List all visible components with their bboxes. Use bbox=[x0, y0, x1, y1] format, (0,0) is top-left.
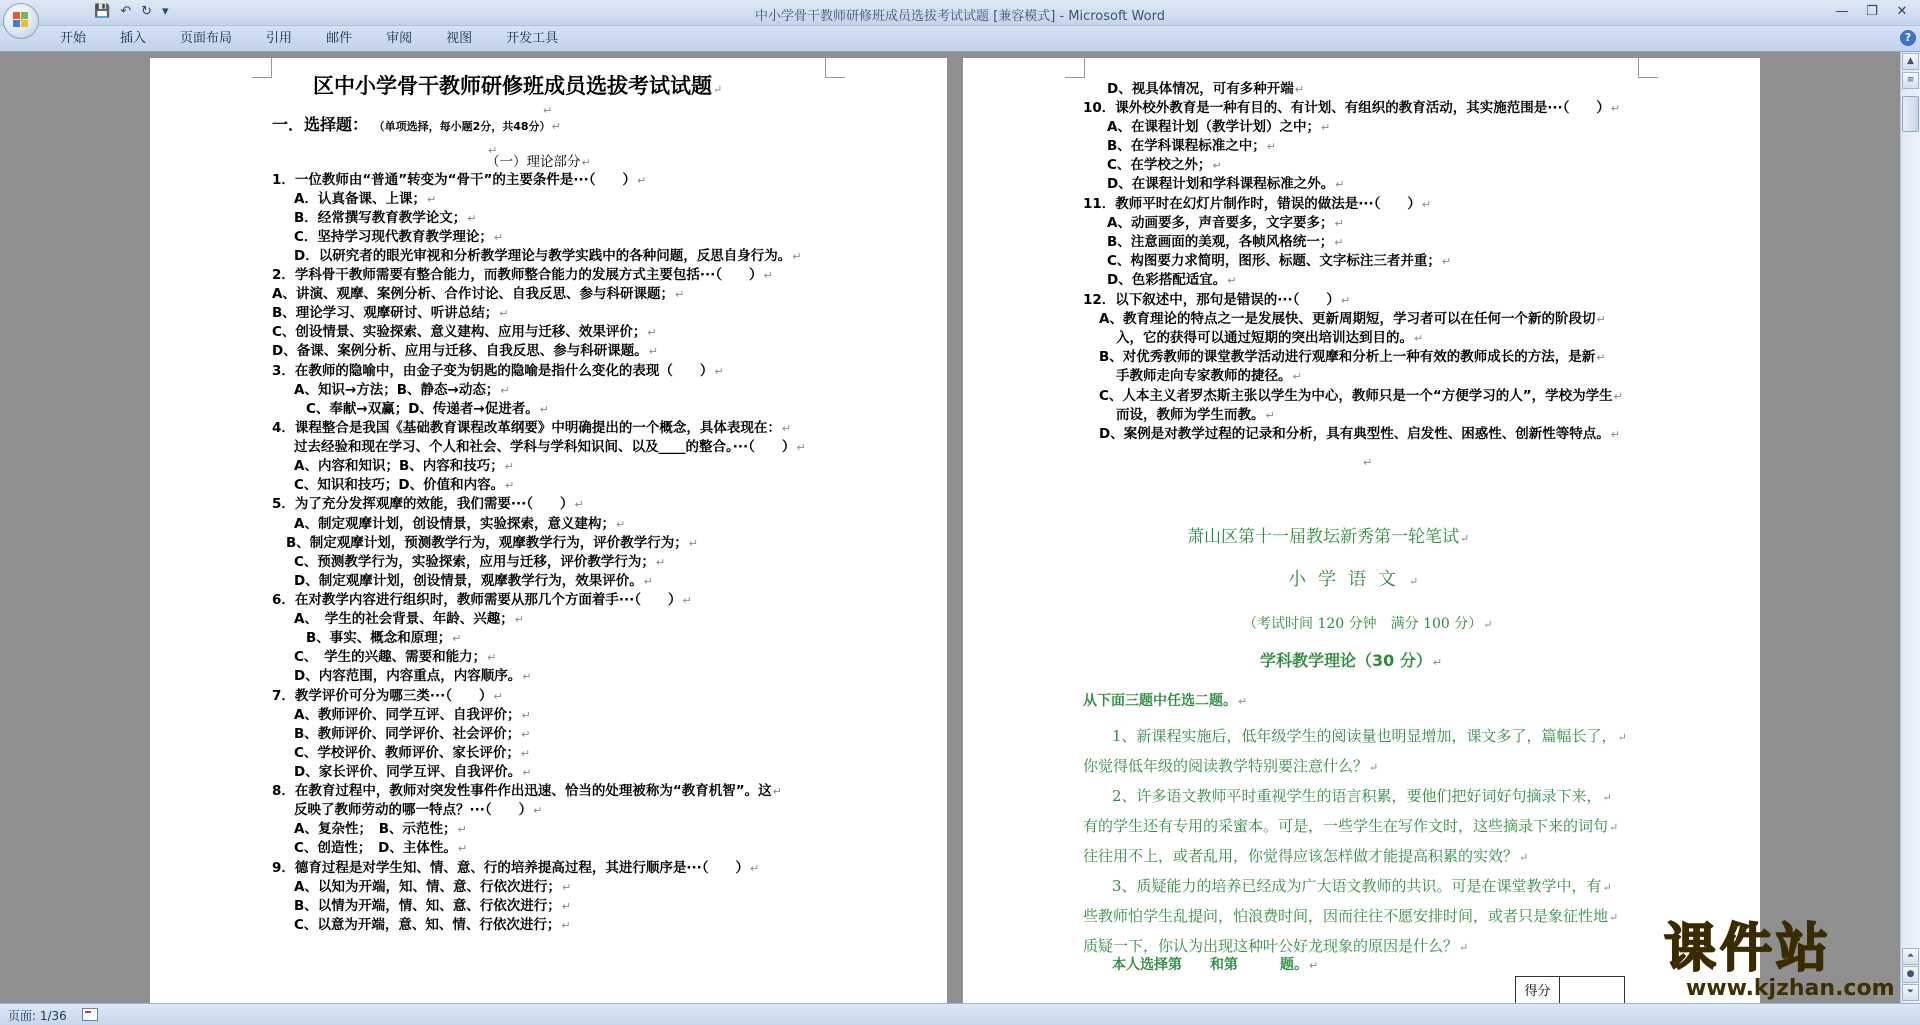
window-title: 中小学骨干教师研修班成员选拔考试试题 [兼容模式] - Microsoft Word bbox=[755, 9, 1165, 24]
document-line: D、家长评价、同学互评、自我评价。↵ bbox=[294, 764, 532, 780]
document-line: C、预测教学行为，实验探索，应用与迁移，评价教学行为；↵ bbox=[294, 554, 666, 570]
window-controls bbox=[1828, 2, 1916, 22]
document-line: B、理论学习、观摩研讨、听讲总结；↵ bbox=[272, 305, 509, 321]
empty-paragraph: ↵ bbox=[1363, 456, 1373, 469]
document-line: 12．以下叙述中，那句是错误的···（ ）↵ bbox=[1083, 292, 1351, 308]
ruler-toggle-icon[interactable]: ≡ bbox=[1902, 72, 1919, 89]
document-line: C．坚持学习现代教育教学理论；↵ bbox=[294, 229, 504, 245]
document-line: 4．课程整合是我国《基础教育课程改革纲要》中明确提出的一个概念，具体表现在：↵ bbox=[272, 420, 792, 436]
document-line: 7．教学评价可分为哪三类···（ ）↵ bbox=[272, 688, 503, 704]
document-line: D、案例是对教学过程的记录和分析，具有典型性、启发性、困惑性、创新性等特点。↵ bbox=[1099, 426, 1620, 442]
document-line: A、制定观摩计划，创设情景，实验探索，意义建构；↵ bbox=[294, 516, 626, 532]
document-line: 入，它的获得可以通过短期的突出培训达到目的。↵ bbox=[1116, 330, 1424, 346]
section-title: 学科教学理论（30 分）↵ bbox=[1260, 651, 1443, 670]
question-line: 些教师怕学生乱提问，怕浪费时间，因而往往不愿安排时间，或者只是象征性地↵ bbox=[1083, 907, 1619, 925]
document-line: B、事实、概念和原理；↵ bbox=[306, 630, 462, 646]
document-line: 11．教师平时在幻灯片制作时，错误的做法是···（ ）↵ bbox=[1083, 196, 1432, 212]
document-line: B、教师评价、同学评价、社会评价；↵ bbox=[294, 726, 531, 742]
document-line: C、学校评价、教师评价、家长评价；↵ bbox=[294, 745, 531, 761]
minimize-icon[interactable]: — bbox=[1835, 4, 1849, 19]
question-line: 往往用不上，或者乱用，你觉得应该怎样做才能提高积累的实效？↵ bbox=[1083, 847, 1529, 865]
score-label: 得分 bbox=[1516, 977, 1560, 1003]
ribbon-tab[interactable]: 开发工具 bbox=[506, 31, 559, 46]
document-line: 6．在对教学内容进行组织时，教师需要从那几个方面着手···（ ）↵ bbox=[272, 592, 692, 608]
title-bar bbox=[0, 0, 1920, 26]
document-line: A、动画要多，声音要多，文字要多；↵ bbox=[1107, 215, 1344, 231]
document-line: C、以意为开端，意、知、情、行依次进行；↵ bbox=[294, 917, 571, 933]
subsection-heading: （一）理论部分↵ bbox=[486, 154, 591, 170]
document-line: A、教师评价、同学互评、自我评价；↵ bbox=[294, 707, 531, 723]
document-line: D、视具体情况，可有多种开端↵ bbox=[1107, 81, 1304, 97]
document-line: B、在学科课程标准之中；↵ bbox=[1107, 138, 1277, 154]
exam-subject: 小学语文↵ bbox=[1288, 569, 1431, 590]
crop-mark bbox=[1065, 58, 1085, 78]
scroll-up-icon[interactable]: ▲ bbox=[1902, 53, 1919, 70]
document-line: 3．在教师的隐喻中，由金子变为钥匙的隐喻是指什么变化的表现（ ）↵ bbox=[272, 363, 724, 379]
document-line: A、知识→方法；B、静态→动态；↵ bbox=[294, 382, 510, 398]
document-line: 10．课外校外教育是一种有目的、有计划、有组织的教育活动，其实施范围是···（ ）↵ bbox=[1083, 100, 1621, 116]
document-line: A、 学生的社会背景、年龄、兴趣；↵ bbox=[294, 611, 524, 627]
section-heading: 一．选择题： （单项选择，每小题2分，共48分）↵ bbox=[272, 115, 561, 134]
empty-paragraph: ↵ bbox=[488, 144, 498, 157]
document-line: 手教师走向专家教师的捷径。↵ bbox=[1116, 368, 1302, 384]
document-line: A、教育理论的特点之一是发展快、更新周期短，学习者可以在任何一个新的阶段切↵ bbox=[1099, 311, 1606, 327]
watermark-text: 课件站 bbox=[1664, 919, 1833, 979]
question-line: 你觉得低年级的阅读教学特别要注意什么？↵ bbox=[1083, 757, 1379, 775]
office-button[interactable] bbox=[3, 3, 39, 39]
restore-icon[interactable]: ❐ bbox=[1866, 4, 1878, 19]
vertical-scrollbar[interactable] bbox=[1900, 52, 1920, 1003]
document-line: C、 学生的兴趣、需要和能力；↵ bbox=[294, 649, 497, 665]
document-area[interactable] bbox=[0, 52, 1900, 1003]
document-line: C、知识和技巧；D、价值和内容。↵ bbox=[294, 477, 515, 493]
document-line: 过去经验和现在学习、个人和社会、学科与学科知识间、以及____的整合。···（ ）↵ bbox=[294, 439, 806, 455]
ribbon-tab[interactable]: 开始 bbox=[60, 31, 87, 46]
ribbon-tab[interactable]: 视图 bbox=[446, 31, 473, 46]
question-line: 2、许多语文教师平时重视学生的语言积累，要他们把好词好句摘录下来，↵ bbox=[1112, 787, 1612, 805]
page-right[interactable] bbox=[963, 58, 1760, 1003]
document-line: B、制定观摩计划，预测教学行为，观摩教学行为，评价教学行为；↵ bbox=[286, 535, 699, 551]
document-line: C、人本主义者罗杰斯主张以学生为中心，教师只是一个“方便学习的人”，学校为学生↵ bbox=[1099, 388, 1623, 404]
page-left[interactable] bbox=[150, 58, 947, 1003]
ribbon-tab[interactable]: 邮件 bbox=[326, 31, 353, 46]
watermark-logo bbox=[1664, 919, 1895, 1001]
page-count[interactable]: 页面: 1/36 bbox=[8, 1009, 67, 1023]
help-icon[interactable]: ? bbox=[1900, 30, 1916, 46]
document-line: A、讲演、观摩、案例分析、合作讨论、自我反思、参与科研课题；↵ bbox=[272, 286, 685, 302]
save-icon[interactable]: 💾 bbox=[94, 4, 111, 19]
undo-icon[interactable]: ↶ bbox=[120, 4, 132, 19]
crop-mark bbox=[1638, 58, 1658, 78]
question-line: 3、质疑能力的培养已经成为广大语文教师的共识。可是在课堂教学中，有↵ bbox=[1112, 877, 1612, 895]
close-icon[interactable]: ✕ bbox=[1896, 4, 1908, 19]
document-line: C、创设情景、实验探索、意义建构、应用与迁移、效果评价；↵ bbox=[272, 324, 657, 340]
question-line: 1、新课程实施后，低年级学生的阅读量也明显增加，课文多了，篇幅长了，↵ bbox=[1112, 727, 1627, 745]
document-line: A、以知为开端，知、情、意、行依次进行；↵ bbox=[294, 879, 572, 895]
document-line: A、内容和知识；B、内容和技巧；↵ bbox=[294, 458, 514, 474]
document-line: C、创造性； D、主体性。↵ bbox=[294, 840, 468, 856]
document-line: A、复杂性； B、示范性；↵ bbox=[294, 821, 467, 837]
exam-note: （考试时间 120 分钟 满分 100 分）↵ bbox=[1243, 616, 1493, 632]
ribbon-tab[interactable]: 引用 bbox=[266, 31, 293, 46]
document-line: 1．一位教师由“普通”转变为“骨干”的主要条件是···（ ）↵ bbox=[272, 172, 647, 188]
document-line: D．以研究者的眼光审视和分析教学理论与教学实践中的各种问题，反思自身行为。↵ bbox=[294, 248, 802, 264]
crop-mark bbox=[252, 58, 272, 78]
question-line: 质疑一下，你认为出现这种叶公好龙现象的原因是什么？↵ bbox=[1083, 937, 1469, 955]
document-line: C、构图要力求简明，图形、标题、文字标注三者并重；↵ bbox=[1107, 253, 1452, 269]
watermark-url: www.kjzhan.com bbox=[1686, 976, 1895, 1001]
next-page-icon[interactable]: ⏷ bbox=[1902, 984, 1919, 1001]
ribbon-tabs bbox=[60, 29, 558, 49]
document-line: C、在学校之外；↵ bbox=[1107, 157, 1222, 173]
score-box bbox=[1515, 976, 1625, 1003]
ribbon-tab[interactable]: 页面布局 bbox=[180, 31, 233, 46]
document-line: 2．学科骨干教师需要有整合能力，而教师整合能力的发展方式主要包括···（ ）↵ bbox=[272, 267, 773, 283]
document-line: A．认真备课、上课；↵ bbox=[294, 191, 437, 207]
ribbon-tab-strip bbox=[0, 26, 1920, 52]
ribbon-tab[interactable]: 插入 bbox=[120, 31, 147, 46]
office-logo-icon bbox=[13, 12, 29, 28]
document-line: D、制定观摩计划，创设情景，观摩教学行为，效果评价。↵ bbox=[294, 573, 653, 589]
select-browse-object-icon[interactable]: ● bbox=[1902, 966, 1919, 983]
question-line: 有的学生还有专用的采蜜本。可是，一些学生在写作文时，这些摘录下来的词句↵ bbox=[1083, 817, 1619, 835]
document-line: D、色彩搭配适宜。↵ bbox=[1107, 272, 1237, 288]
document-line: D、内容范围，内容重点，内容顺序。↵ bbox=[294, 668, 532, 684]
document-line: 8．在教育过程中，教师对突发性事件作出迅速、恰当的处理被称为“教育机智”。这↵ bbox=[272, 783, 782, 799]
status-bar bbox=[0, 1003, 1920, 1025]
document-title: 区中小学骨干教师研修班成员选拔考试试题↵ bbox=[313, 73, 723, 98]
document-line: D、在课程计划和学科课程标准之外。↵ bbox=[1107, 176, 1345, 192]
instruction: 从下面三题中任选二题。↵ bbox=[1083, 693, 1248, 709]
document-line: B、注意画面的美观，各帧风格统一；↵ bbox=[1107, 234, 1344, 250]
document-line: A、在课程计划（教学计划）之中；↵ bbox=[1107, 119, 1331, 135]
document-line: B、以情为开端，情、知、意、行依次进行；↵ bbox=[294, 898, 572, 914]
crop-mark bbox=[825, 58, 845, 78]
choice-line: 本人选择第 和第 题。↵ bbox=[1112, 957, 1319, 973]
scroll-thumb[interactable] bbox=[1902, 96, 1919, 132]
ribbon-tab[interactable]: 审阅 bbox=[386, 31, 413, 46]
document-line: D、备课、案例分析、应用与迁移、自我反思、参与科研课题。↵ bbox=[272, 343, 658, 359]
document-line: 9．德育过程是对学生知、情、意、行的培养提高过程，其进行顺序是···（ ）↵ bbox=[272, 860, 760, 876]
customize-qat-icon[interactable]: ▾ bbox=[162, 4, 169, 19]
exam-title: 萧山区第十一届教坛新秀第一轮笔试↵ bbox=[1187, 527, 1470, 547]
document-line: B、对优秀教师的课堂教学活动进行观摩和分析上一种有效的教师成长的方法，是新↵ bbox=[1099, 349, 1606, 365]
redo-icon[interactable]: ↻ bbox=[141, 4, 152, 19]
previous-page-icon[interactable]: ⏶ bbox=[1902, 948, 1919, 965]
document-line: B．经常撰写教育教学论文；↵ bbox=[294, 210, 477, 226]
document-line: 而设，教师为学生而教。↵ bbox=[1116, 407, 1275, 423]
document-line: 5．为了充分发挥观摩的效能，我们需要···（ ）↵ bbox=[272, 496, 584, 512]
document-line: 反映了教师劳动的哪一特点？···（ ）↵ bbox=[294, 802, 543, 818]
empty-paragraph: ↵ bbox=[543, 104, 553, 117]
proofing-icon[interactable] bbox=[82, 1008, 98, 1021]
document-line: C、奉献→双赢；D、传递者→促进者。↵ bbox=[306, 401, 549, 417]
